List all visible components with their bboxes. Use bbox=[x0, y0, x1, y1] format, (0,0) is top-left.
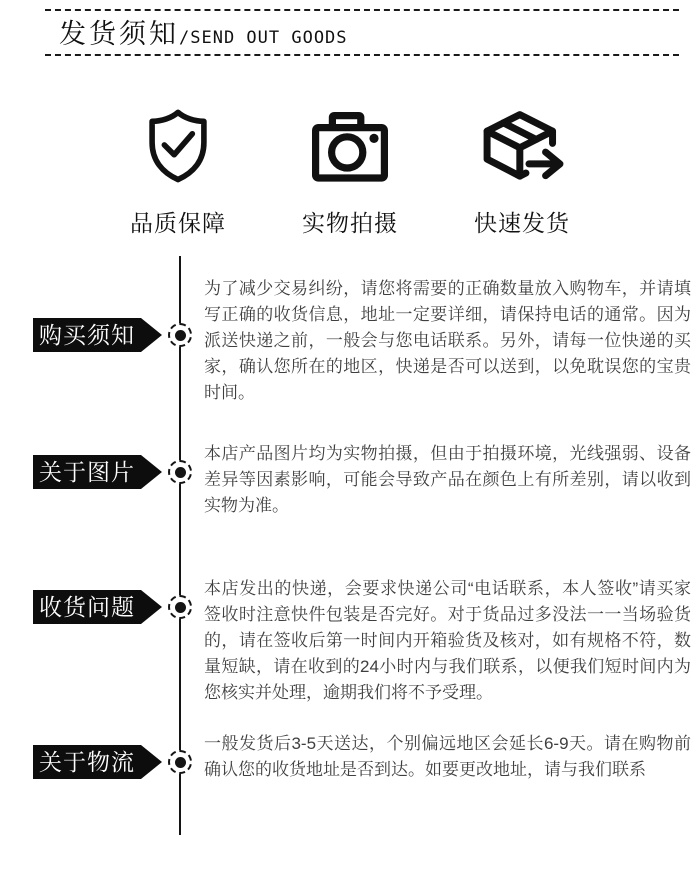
bullet-dot bbox=[175, 757, 186, 768]
section-text-about-images: 本店产品图片均为实物拍摄，但由于拍摄环境，光线强弱、设备差异等因素影响，可能会导致产品在颜色上有所差别，请以收到实物为准。 bbox=[204, 444, 691, 515]
bullet-dot bbox=[175, 602, 186, 613]
section-tag-label: 关于物流 bbox=[39, 749, 135, 775]
timeline-bullet bbox=[168, 323, 192, 347]
timeline-bullet bbox=[168, 460, 192, 484]
feature-row bbox=[0, 96, 700, 238]
timeline-bullet bbox=[168, 750, 192, 774]
timeline-bullet bbox=[168, 595, 192, 619]
feature-label-quality: 品质保障 bbox=[130, 210, 226, 236]
feature-real-photo bbox=[285, 96, 415, 238]
section-tag-about-images bbox=[33, 455, 141, 489]
bullet-dot bbox=[175, 467, 186, 478]
section-text-about-logistics: 一般发货后3-5天送达，个别偏远地区会延长6-9天。请在购物前确认您的收货地址是否到达。如要更改地址，请与我们联系 bbox=[204, 734, 691, 779]
feature-label-shipping: 快速发货 bbox=[474, 210, 570, 236]
section-tag-purchase-notice bbox=[33, 318, 141, 352]
section-tag-receiving-issues bbox=[33, 590, 141, 624]
shield-check-icon bbox=[113, 96, 243, 196]
section-tag-label: 关于图片 bbox=[39, 459, 135, 485]
section-tag-label: 收货问题 bbox=[39, 594, 135, 620]
feature-label-photo: 实物拍摄 bbox=[302, 210, 398, 236]
feature-fast-shipping bbox=[457, 96, 587, 238]
section-text-purchase-notice: 为了减少交易纠纷，请您将需要的正确数量放入购物车，并请填写正确的收货信息，地址一定要详细，请保持电话的通常。因为派送快递之前，一般会与您电话联系。另外，请每一位快递的买家，确认您所在的地区，快递是否可以送到，以免耽误您的宝贵时间。 bbox=[204, 279, 691, 402]
section-tag-label: 购买须知 bbox=[39, 322, 135, 348]
page-title: 发货须知 bbox=[59, 19, 179, 49]
feature-quality-assurance bbox=[113, 96, 243, 238]
page-title-en: /SEND OUT GOODS bbox=[179, 28, 348, 48]
camera-icon bbox=[285, 96, 415, 196]
section-tag-about-logistics bbox=[33, 745, 141, 779]
bullet-dot bbox=[175, 330, 186, 341]
page-header bbox=[45, 9, 679, 56]
box-arrow-icon bbox=[457, 96, 587, 196]
section-text-receiving-issues: 本店发出的快递，会要求快递公司“电话联系，本人签收”请买家签收时注意快件包装是否完好。对于货品过多没法一一当场验货的，请在签收后第一时间内开箱验货及核对，如有规格不符，数量短缺，请在收到的24小时内与我们联系，以便我们短时间内为您核实并处理，逾期我们将不予受理。 bbox=[204, 579, 691, 702]
